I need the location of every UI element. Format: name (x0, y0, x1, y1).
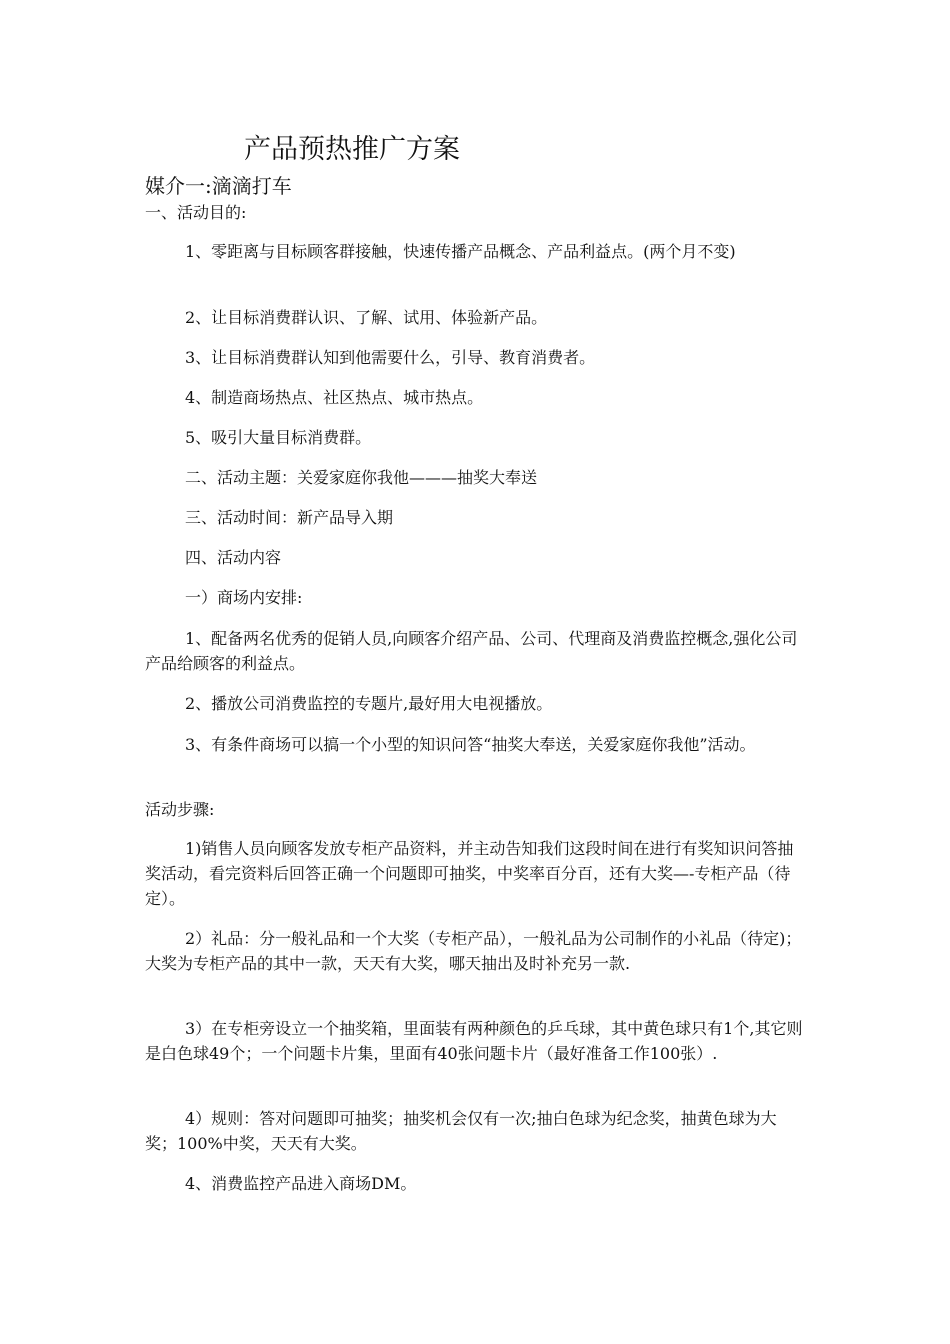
section-heading-time: 三、活动时间：新产品导入期 (185, 508, 394, 527)
section-heading-purpose: 一、活动目的: (145, 203, 247, 222)
section-heading-theme: 二、活动主题：关爱家庭你我他———抽奖大奉送 (185, 468, 538, 487)
paragraph: 4）规则：答对问题即可抽奖；抽奖机会仅有一次;抽白色球为纪念奖，抽黄色球为大奖；100%中奖，天天有大奖。 (145, 1109, 777, 1153)
paragraph: 2、播放公司消费监控的专题片,最好用大电视播放。 (185, 694, 553, 713)
paragraph: 5、吸引大量目标消费群。 (185, 428, 372, 447)
steps-heading: 活动步骤: (145, 800, 215, 819)
document-title: 产品预热推广方案 (244, 134, 460, 165)
paragraph: 3）在专柜旁设立一个抽奖箱，里面装有两种颜色的乒乓球，其中黄色球只有1个,其它则是白色球49个；一个问题卡片集，里面有40张问题卡片（最好准备工作100张）. (145, 1019, 803, 1063)
paragraph: 1、零距离与目标顾客群接触，快速传播产品概念、产品利益点。(两个月不变) (185, 242, 736, 261)
paragraph: 3、让目标消费群认知到他需要什么，引导、教育消费者。 (185, 348, 596, 367)
subsection-heading-mall: 一）商场内安排: (185, 588, 303, 607)
paragraph: 4、消费监控产品进入商场DM。 (185, 1174, 417, 1193)
paragraph: 3、有条件商场可以搞一个小型的知识问答“抽奖大奉送，关爱家庭你我他”活动。 (185, 735, 756, 754)
paragraph: 1)销售人员向顾客发放专柜产品资料，并主动告知我们这段时间在进行有奖知识问答抽奖活动，看完资料后回答正确一个问题即可抽奖，中奖率百分百，还有大奖—-专柜产品（待定）。 (145, 839, 794, 908)
section-heading-content: 四、活动内容 (185, 548, 282, 567)
media-heading: 媒介一:滴滴打车 (145, 174, 292, 198)
paragraph: 2）礼品：分一般礼品和一个大奖（专柜产品），一般礼品为公司制作的小礼品（待定)；大奖为专柜产品的其中一款，天天有大奖，哪天抽出及时补充另一款. (145, 929, 802, 973)
paragraph: 1、配备两名优秀的促销人员,向顾客介绍产品、公司、代理商及消费监控概念,强化公司产品给顾客的利益点。 (145, 629, 798, 673)
paragraph: 2、让目标消费群认识、了解、试用、体验新产品。 (185, 308, 548, 327)
paragraph: 4、制造商场热点、社区热点、城市热点。 (185, 388, 484, 407)
